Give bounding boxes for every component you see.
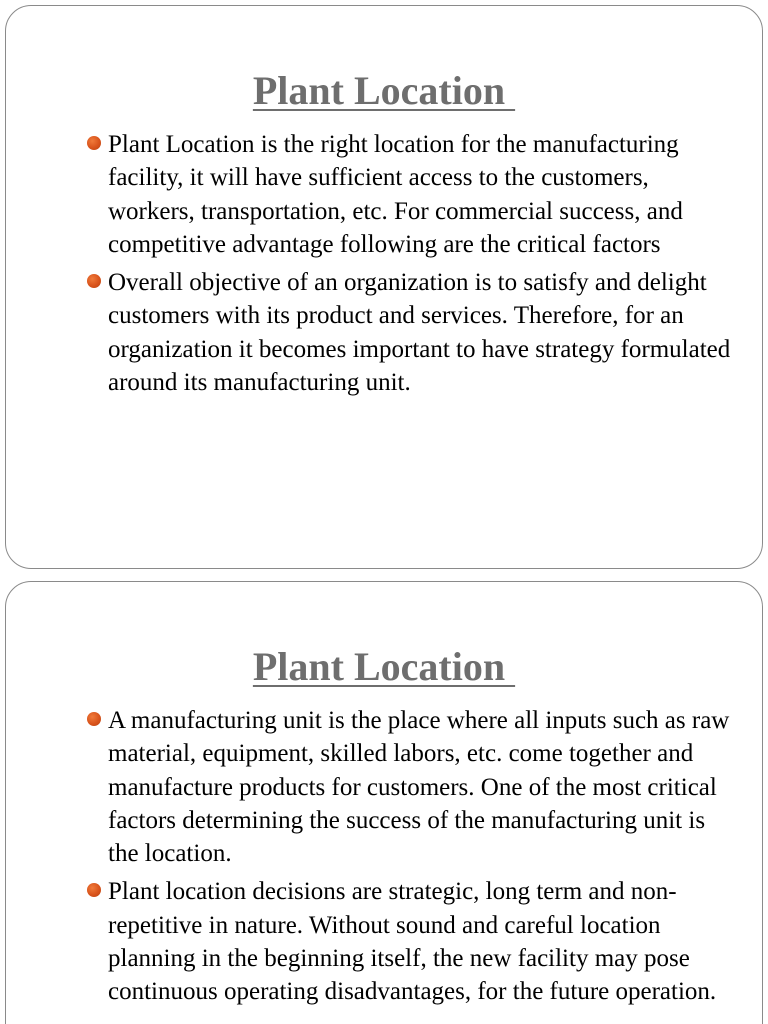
bullet-icon (87, 274, 101, 288)
slide-1 (5, 5, 763, 569)
bullet-icon (87, 712, 101, 726)
bullet-item (6, 266, 762, 399)
slide-title: Plant Location (252, 68, 516, 113)
slide-2 (5, 581, 763, 1024)
bullet-text: Plant Location is the right location for the manufacturing facility, it will have sufficient access to the customers, workers, transportation, etc. For commercial success, and competitive advantage following are the critical factors (108, 131, 683, 258)
bullet-icon (87, 883, 101, 897)
bullet-list (6, 704, 762, 1014)
bullet-icon (87, 136, 101, 150)
bullet-text: Plant location decisions are strategic, long term and non-repetitive in nature. Without sound and careful location planning in the beginning itself, the new facility may pose continuous operating disadvantages, for the future operation. (108, 878, 717, 1006)
bullet-item (6, 704, 762, 870)
bullet-item (6, 128, 762, 261)
bullet-text: Overall objective of an organization is to satisfy and delight customers with its product and services. Therefore, for an organization it becomes important to have strategy formulated around its manufacturing unit. (108, 269, 731, 397)
bullet-text: A manufacturing unit is the place where all inputs such as raw material, equipment, skilled labors, etc. come together and manufacture products for customers. One of the most critical factors determining the success of the manufacturing unit is the location. (108, 707, 730, 868)
bullet-list (6, 128, 762, 404)
slide-title: Plant Location (252, 644, 516, 689)
bullet-item (6, 875, 762, 1008)
